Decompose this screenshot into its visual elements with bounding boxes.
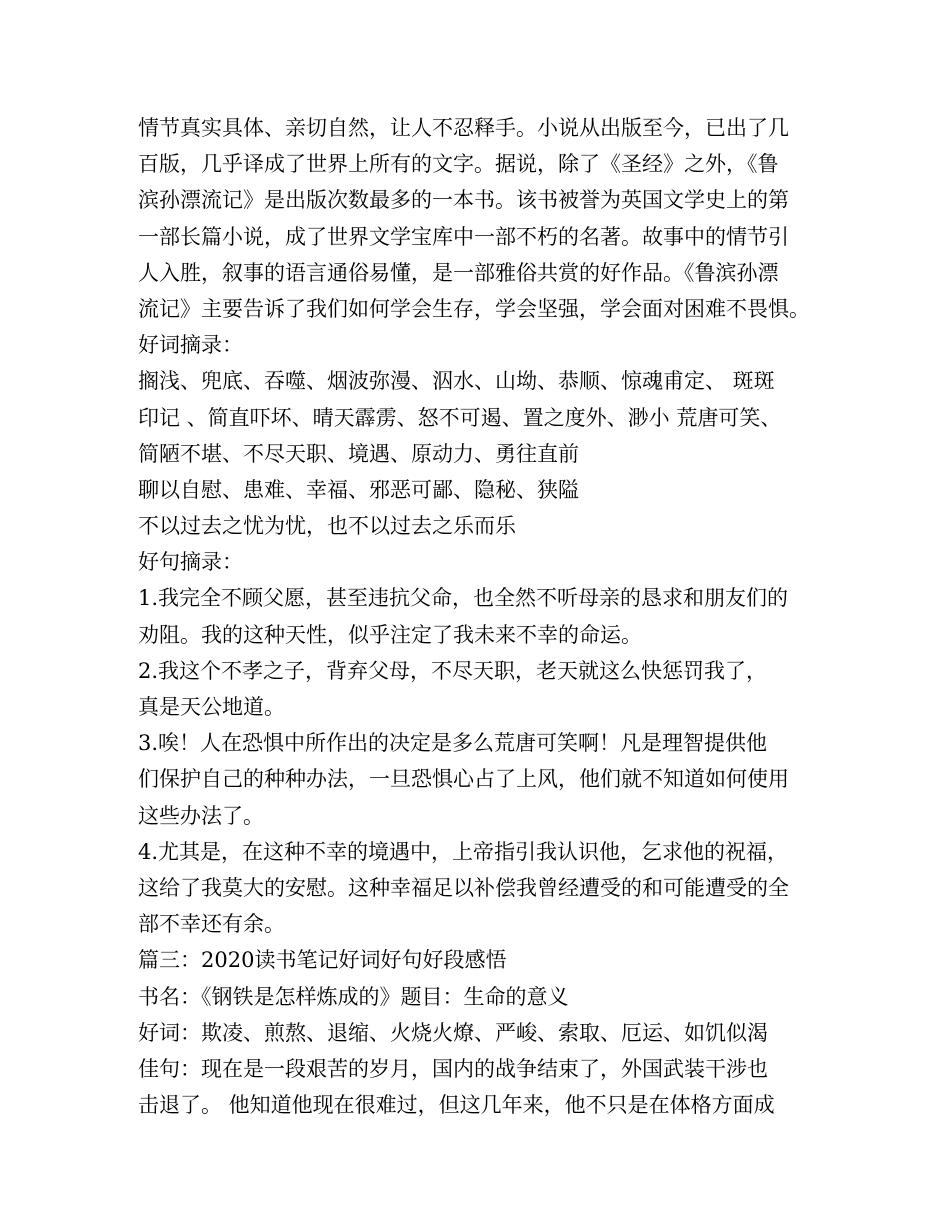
text-line: 真是天公地道。	[138, 695, 285, 719]
text-line: 印记 、简直吓坏、晴天霹雳、怒不可遏、置之度外、渺小 荒唐可笑、	[138, 405, 782, 430]
text-line: 百版，几乎译成了世界上所有的文字。据说，除了《圣经》之外，《鲁	[138, 152, 779, 177]
text-line: 简陋不堪、不尽天职、境遇、原动力、勇往直前	[138, 441, 579, 466]
text-line: 搁浅、兜底、吞噬、烟波弥漫、泅水、山坳、恭顺、惊魂甫定、 斑斑	[138, 369, 775, 394]
text-line: 人入胜，叙事的语言通俗易懂，是一部雅俗共赏的好作品。《鲁滨孙漂	[138, 260, 779, 285]
text-line: 4.尤其是，在这种不幸的境遇中，上帝指引我认识他，乞求他的祝福，	[138, 839, 789, 864]
text-line: 一部长篇小说，成了世界文学宝库中一部不朽的名著。故事中的情节引	[138, 224, 789, 249]
text-line: 3.唉！人在恐惧中所作出的决定是多么荒唐可笑啊！凡是理智提供他	[138, 731, 768, 756]
text-line: 佳句：现在是一段艰苦的岁月，国内的战争结束了，外国武装干涉也	[138, 1056, 768, 1081]
section-heading-good-words: 好词摘录：	[138, 333, 243, 358]
document-body	[138, 110, 828, 1123]
text-line: 部不幸还有余。	[138, 912, 285, 937]
section-heading-part-three: 篇三：2020读书笔记好词好句好段感悟	[138, 948, 507, 973]
section-heading-good-sentences: 好句摘录：	[138, 550, 243, 575]
text-line: 们保护自己的种种办法，一旦恐惧心占了上风，他们就不知道如何使用	[138, 767, 789, 792]
text-line: 2.我这个不孝之子，背弃父母，不尽天职，老天就这么快惩罚我了，	[138, 658, 768, 683]
text-line: 书名：《钢铁是怎样炼成的》题目：生命的意义	[138, 984, 569, 1009]
text-line: 滨孙漂流记》是出版次数最多的一本书。该书被誉为英国文学史上的第	[138, 188, 789, 213]
text-line: 情节真实具体、亲切自然，让人不忍释手。小说从出版至今，已出了几	[138, 116, 789, 140]
text-line: 击退了。 他知道他现在很难过，但这几年来，他不只是在体格方面成	[138, 1093, 775, 1118]
text-line: 这些办法了。	[138, 803, 264, 828]
text-line: 流记》主要告诉了我们如何学会生存，学会坚强，学会面对困难不畏惧。	[138, 296, 810, 321]
text-line: 这给了我莫大的安慰。这种幸福足以补偿我曾经遭受的和可能遭受的全	[138, 875, 789, 900]
text-line: 1.我完全不顾父愿，甚至违抗父命，也全然不听母亲的恳求和朋友们的	[138, 586, 789, 611]
text-line: 劝阻。我的这种天性，似乎注定了我未来不幸的命运。	[138, 622, 642, 647]
text-line: 好词：欺凌、煎熬、退缩、火烧火燎、严峻、索取、厄运、如饥似渴	[138, 1020, 768, 1045]
text-line: 聊以自慰、患难、幸福、邪恶可鄙、隐秘、狭隘	[138, 477, 579, 502]
text-line: 不以过去之忧为忧，也不以过去之乐而乐	[138, 514, 516, 539]
